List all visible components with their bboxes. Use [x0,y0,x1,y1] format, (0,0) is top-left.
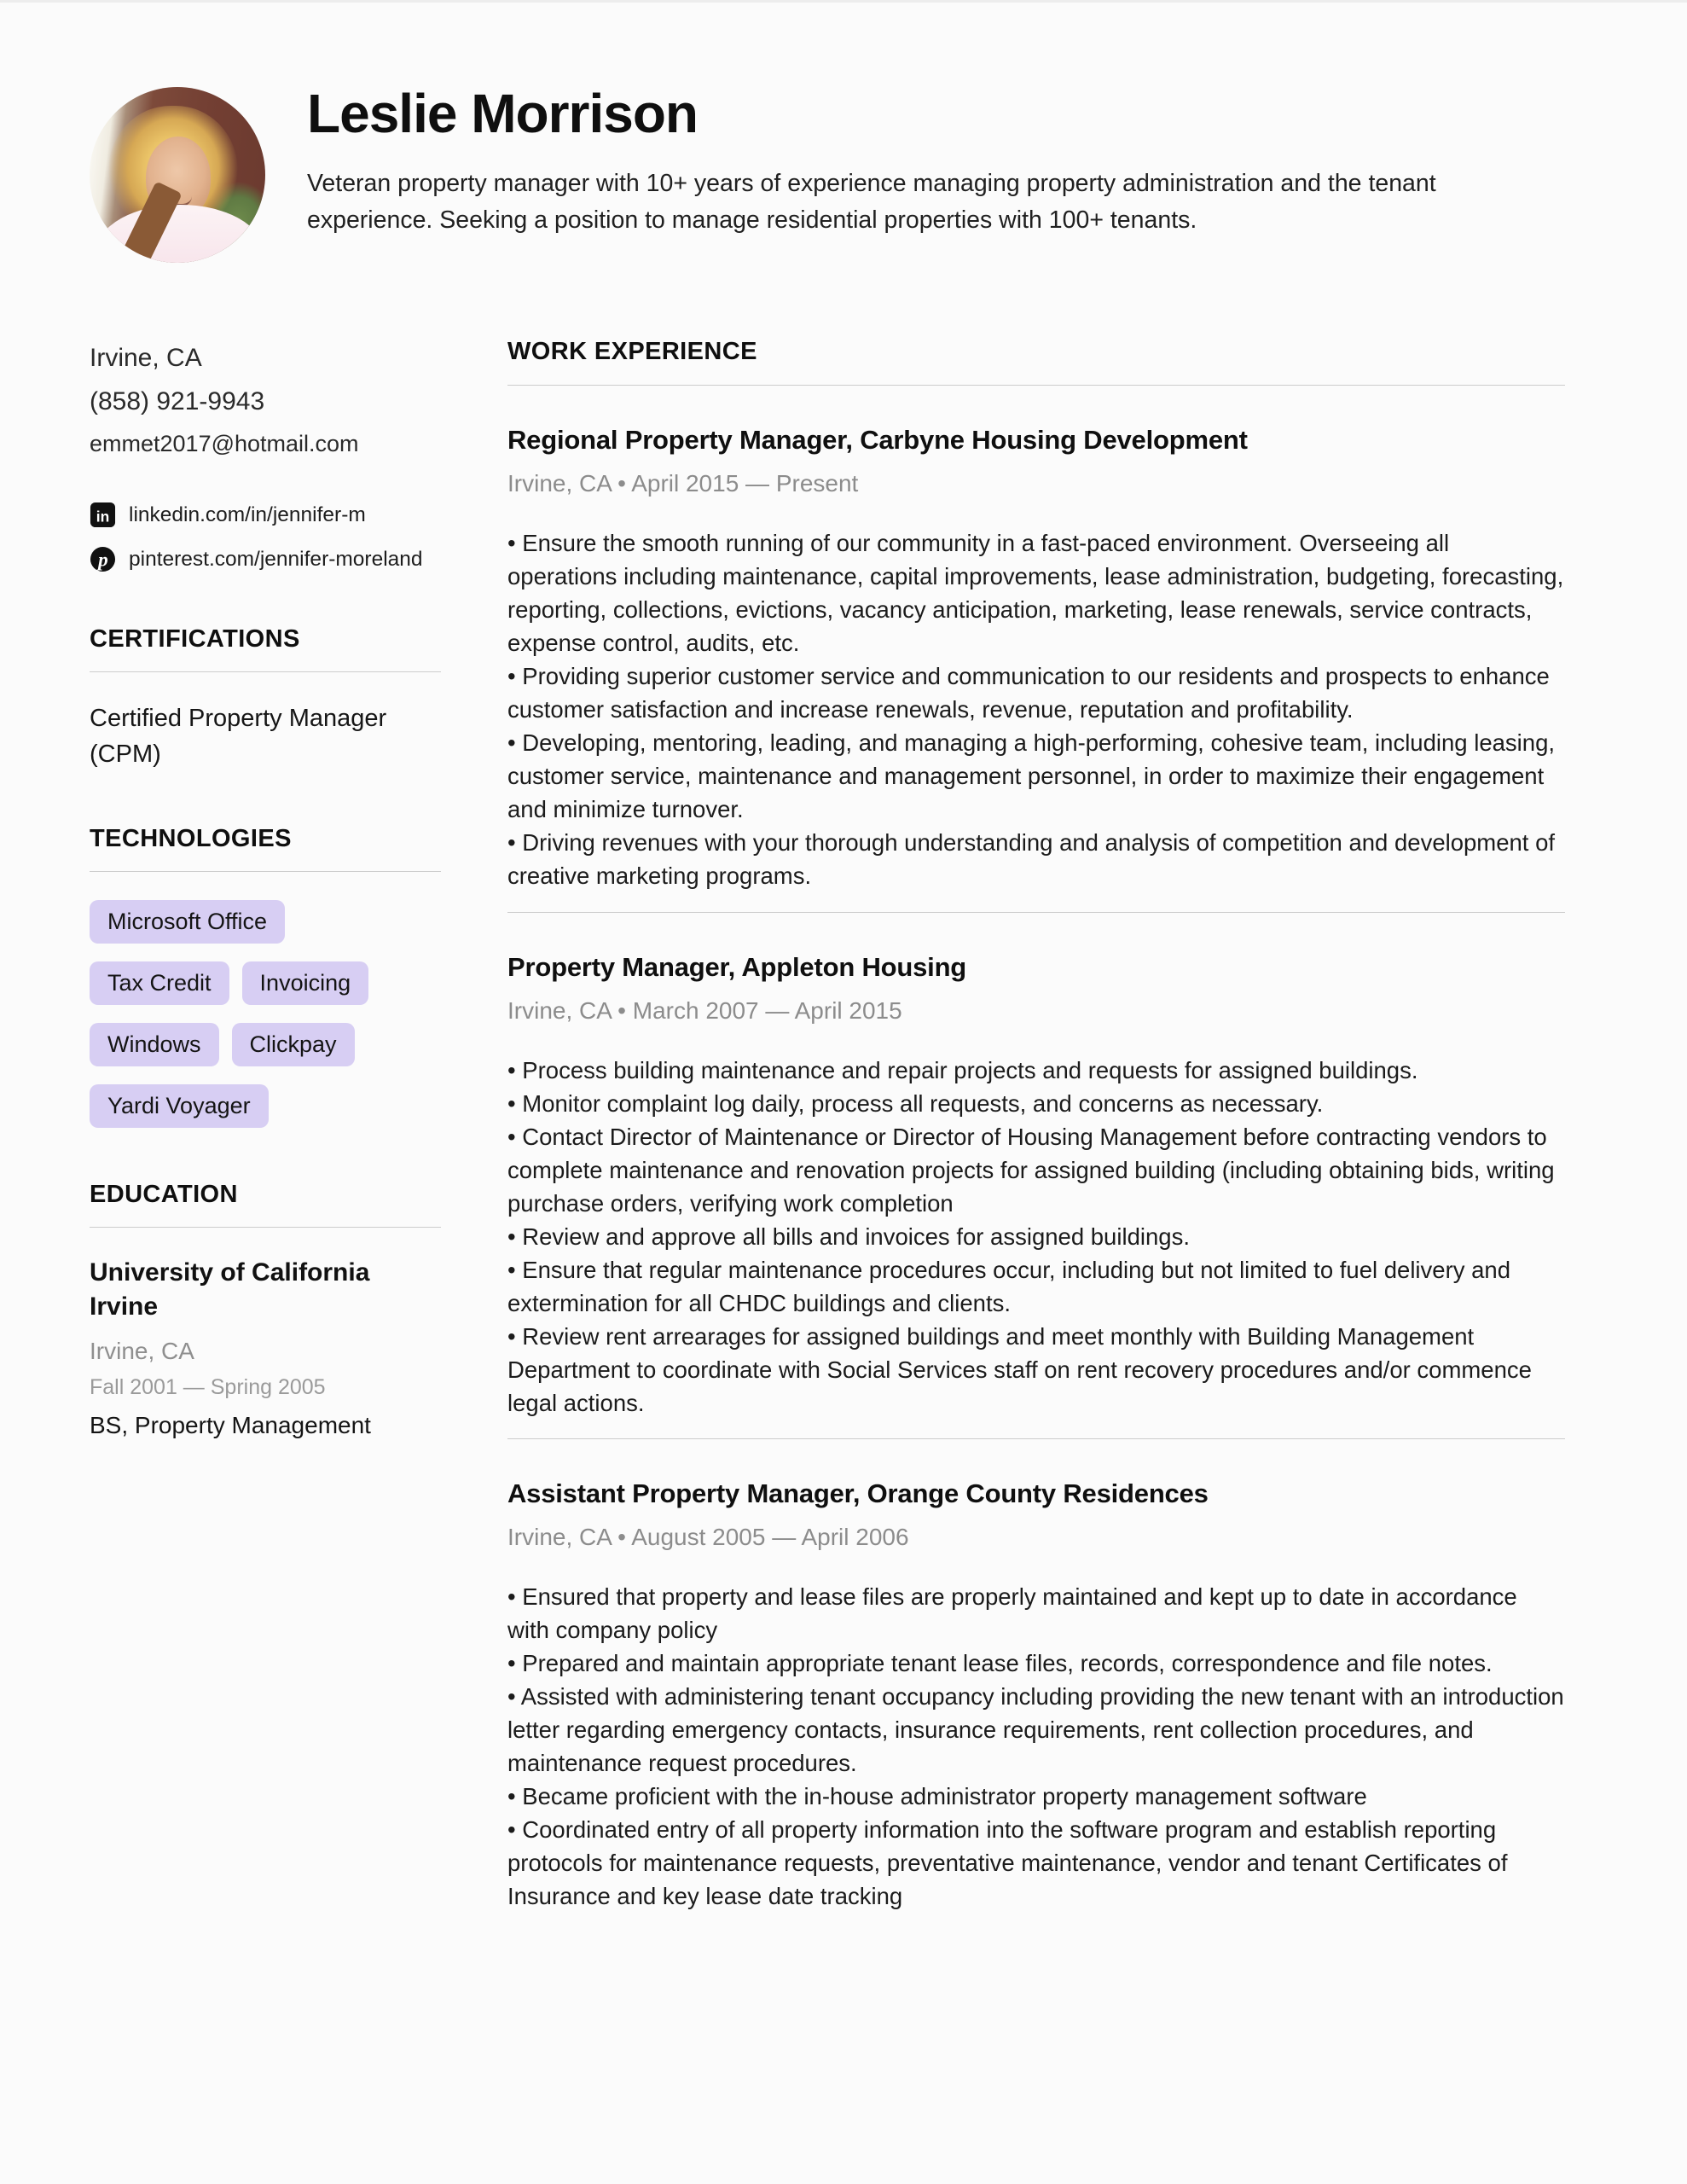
job-meta: Irvine, CA • March 2007 — April 2015 [507,996,902,1024]
job-bullet: • Prepared and maintain appropriate tenant lease files, records, correspondence and file notes. [507,1647,1565,1680]
technology-pill: Clickpay [232,1023,355,1066]
section-divider [90,671,441,672]
job-bullet: • Developing, mentoring, leading, and managing a high-performing, cohesive team, including leasing, customer service, maintenance and management personnel, in order to maximize their engagement and minimize turnover. [507,726,1565,826]
svg-text:in: in [96,508,110,526]
candidate-summary: Veteran property manager with 10+ years of experience managing property administration and the tenant experience. Seeking a position to manage residential properties with 100+ tenants. [307,170,1436,234]
work-experience-heading: WORK EXPERIENCE [507,338,757,365]
contact-email: emmet2017@hotmail.com [90,431,359,456]
technologies-heading: TECHNOLOGIES [90,825,292,853]
svg-text:p: p [98,549,108,572]
job-entry [507,1478,1565,1913]
section-divider [90,1227,441,1228]
job-bullet: • Review rent arrearages for assigned buildings and meet monthly with Building Management Department to coordinate with Social Services staff on rent recovery procedures and/or commence legal actions. [507,1320,1565,1420]
job-bullet: • Process building maintenance and repair projects and requests for assigned buildings. [507,1054,1565,1087]
technologies-section [90,825,441,1128]
job-divider [507,912,1565,913]
job-bullet: • Ensure that regular maintenance procedures occur, including but not limited to fuel delivery and extermination for all CHDC buildings and clients. [507,1253,1565,1320]
pinterest-icon [90,546,116,572]
section-divider [90,871,441,872]
education-school: University of California Irvine [90,1258,370,1321]
education-location: Irvine, CA [90,1337,194,1364]
job-bullet: • Ensured that property and lease files are properly maintained and kept up to date in accordance with company policy [507,1580,1565,1647]
job-title: Property Manager, Appleton Housing [507,951,967,982]
technology-pill: Windows [90,1023,219,1066]
candidate-name: Leslie Morrison [307,83,698,144]
job-divider [507,1438,1565,1439]
job-bullet: • Ensure the smooth running of our community in a fast-paced environment. Overseeing all operations including maintenance, capital improvements, lease administration, budgeting, forecasting, reporting, collections, evictions, vacancy anticipation, marketing, lease renewals, service contracts, expense control, audits, etc. [507,526,1565,659]
job-title: Regional Property Manager, Carbyne Housing Development [507,425,1248,455]
technology-pill: Microsoft Office [90,900,285,944]
job-entry [507,425,1565,893]
technology-pill: Tax Credit [90,961,229,1005]
work-experience-section [507,338,1565,1914]
job-meta: Irvine, CA • April 2015 — Present [507,470,859,497]
sidebar [90,344,441,1439]
technology-pill: Yardi Voyager [90,1084,269,1128]
job-title: Assistant Property Manager, Orange County Residences [507,1478,1209,1509]
education-degree: BS, Property Management [90,1411,371,1438]
resume-header [90,84,1591,238]
education-section [90,1181,441,1439]
certifications-heading: CERTIFICATIONS [90,625,300,653]
education-dates: Fall 2001 — Spring 2005 [90,1374,326,1399]
job-bullet: • Providing superior customer service and communication to our residents and prospects to enhance customer satisfaction and increase renewals, revenue, reputation and profitability. [507,659,1565,726]
linkedin-url: linkedin.com/in/jennifer-m [129,502,366,526]
linkedin-icon [90,502,116,528]
education-heading: EDUCATION [90,1181,238,1209]
certification-item: Certified Property Manager (CPM) [90,705,387,769]
contact-location: Irvine, CA [90,344,202,372]
social-links [90,502,441,572]
job-bullet: • Assisted with administering tenant occupancy including providing the new tenant with an introduction letter regarding emergency contacts, insurance requirements, rent collection procedures, and maintenance request procedures. [507,1680,1565,1780]
job-entry [507,952,1565,1420]
profile-photo [90,87,265,263]
job-bullet: • Monitor complaint log daily, process all requests, and concerns as necessary. [507,1087,1565,1120]
contact-phone: (858) 921-9943 [90,387,265,415]
pinterest-link[interactable] [90,546,441,572]
job-bullet: • Driving revenues with your thorough understanding and analysis of competition and development of creative marketing programs. [507,826,1565,892]
section-divider [507,385,1565,386]
pinterest-url: pinterest.com/jennifer-moreland [129,547,423,571]
job-bullet: • Became proficient with the in-house administrator property management software [507,1780,1565,1813]
job-bullet: • Contact Director of Maintenance or Director of Housing Management before contracting vendors to complete maintenance and renovation projects for assigned building (including obtaining bids, writing purchase orders, verifying work completion [507,1120,1565,1220]
job-bullet: • Coordinated entry of all property information into the software program and establish reporting protocols for maintenance requests, preventative maintenance, vendor and tenant Certificates of Insurance and key lease date tracking [507,1813,1565,1913]
linkedin-link[interactable] [90,502,441,528]
job-bullet: • Review and approve all bills and invoices for assigned buildings. [507,1220,1565,1253]
technology-pill: Invoicing [242,961,369,1005]
certifications-section [90,625,441,772]
job-meta: Irvine, CA • August 2005 — April 2006 [507,1524,909,1551]
